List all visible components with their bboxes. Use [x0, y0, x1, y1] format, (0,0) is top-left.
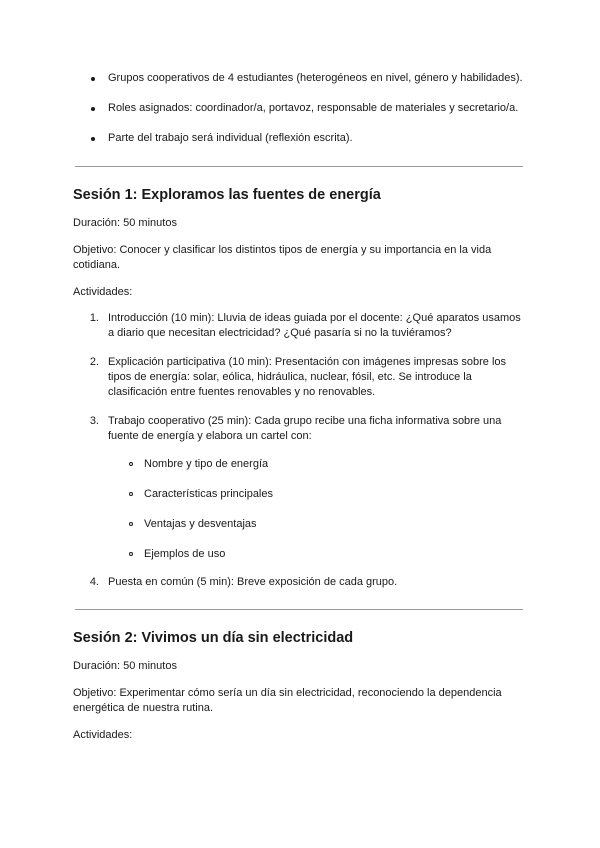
- circle-bullet-icon: [129, 522, 133, 526]
- session1-duration: Duración: 50 minutos: [73, 217, 177, 229]
- session2-duration: Duración: 50 minutos: [73, 660, 177, 672]
- circle-bullet-icon: [129, 552, 133, 556]
- activity-2-line1: Explicación participativa (10 min): Presentación con imágenes impresas sobre los: [108, 356, 507, 368]
- session2-objective-line2: energética de nuestra rutina.: [73, 702, 214, 714]
- activity-number: 1.: [89, 312, 99, 324]
- activity-3-line1: Trabajo cooperativo (25 min): Cada grupo recibe una ficha informativa sobre una: [108, 415, 502, 427]
- intro-bullet-3: Parte del trabajo será individual (reflexión escrita).: [108, 132, 353, 144]
- intro-bullet-2: Roles asignados: coordinador/a, portavoz, responsable de materiales y secretario/a.: [108, 102, 519, 114]
- bullet-icon: [91, 107, 95, 111]
- activity-3-subitem-3: Ventajas y desventajas: [144, 518, 257, 530]
- circle-bullet-icon: [129, 462, 133, 466]
- activity-number: 4.: [89, 576, 99, 588]
- activity-1-line2: a diario que necesitan electricidad? ¿Qué pasaría si no la tuviéramos?: [108, 327, 452, 339]
- intro-bullet-1: Grupos cooperativos de 4 estudiantes (heterogéneos en nivel, género y habilidades).: [108, 72, 523, 84]
- activity-1-line1: Introducción (10 min): Lluvia de ideas guiada por el docente: ¿Qué aparatos usamos: [108, 312, 521, 324]
- activity-2-line3: clasificación entre fuentes renovables y no renovables.: [108, 386, 376, 398]
- session1-activities-label: Actividades:: [73, 286, 133, 298]
- bullet-icon: [91, 77, 95, 81]
- session2-title: Sesión 2: Vivimos un día sin electricidad: [73, 630, 354, 646]
- activity-3-subitem-4: Ejemplos de uso: [144, 548, 226, 560]
- bullet-icon: [91, 137, 95, 141]
- horizontal-divider: [75, 609, 523, 610]
- activity-3-line2: fuente de energía y elabora un cartel con:: [108, 430, 312, 442]
- horizontal-divider: [75, 166, 523, 167]
- session2-activities-label: Actividades:: [73, 729, 133, 741]
- activity-number: 2.: [89, 356, 99, 368]
- session1-objective-line2: cotidiana.: [73, 259, 121, 271]
- activity-4-line1: Puesta en común (5 min): Breve exposición de cada grupo.: [108, 576, 398, 588]
- session1-objective-line1: Objetivo: Conocer y clasificar los distintos tipos de energía y su importancia en la vida: [73, 244, 492, 256]
- activity-3-subitem-1: Nombre y tipo de energía: [144, 458, 269, 470]
- activity-3-subitem-2: Características principales: [144, 488, 273, 500]
- circle-bullet-icon: [129, 492, 133, 496]
- session2-objective-line1: Objetivo: Experimentar cómo sería un día sin electricidad, reconociendo la dependencia: [73, 687, 502, 699]
- session1-title: Sesión 1: Exploramos las fuentes de energía: [73, 187, 381, 203]
- activity-number: 3.: [89, 415, 99, 427]
- activity-2-line2: tipos de energía: solar, eólica, hidráulica, nuclear, fósil, etc. Se introduce la: [108, 371, 472, 383]
